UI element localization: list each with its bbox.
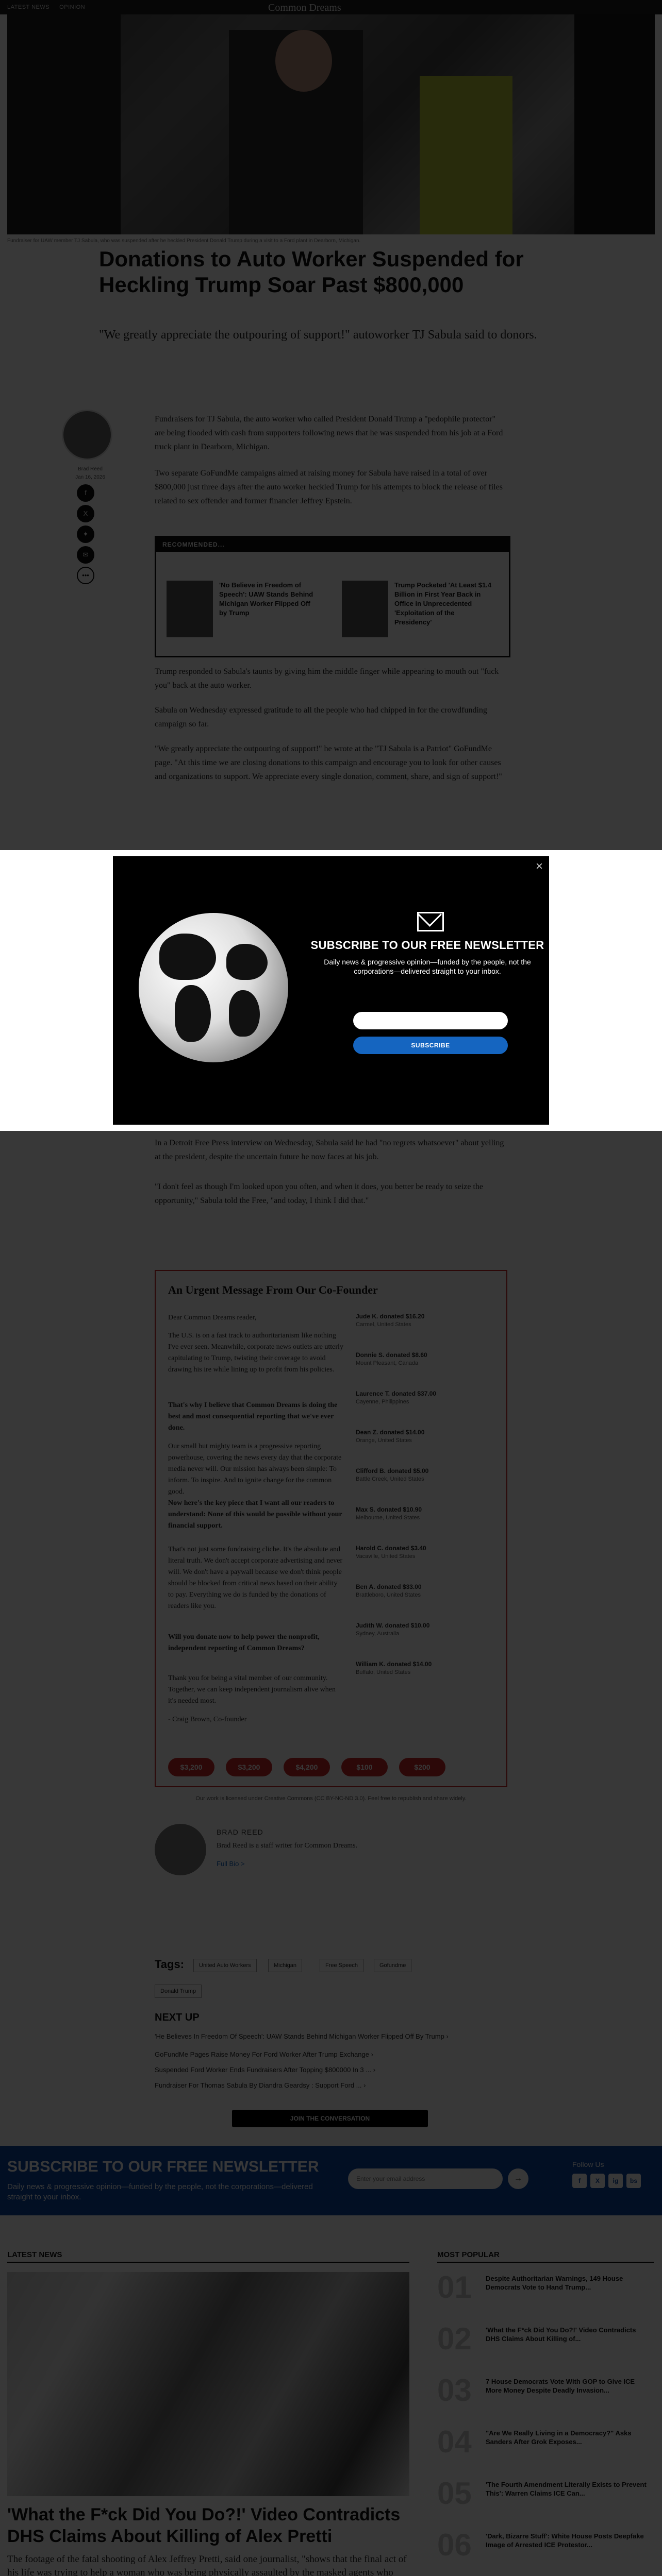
modal-email-input[interactable] (353, 1012, 508, 1029)
modal-title: SUBSCRIBE TO OUR FREE NEWSLETTER (310, 939, 544, 952)
modal-desc: Daily news & progressive opinion—funded by the people, not the corporations—delivered straight to your inbox. (324, 958, 531, 975)
modal-overlay[interactable] (0, 0, 662, 850)
subscribe-button[interactable]: SUBSCRIBE (353, 1037, 508, 1054)
envelope-icon (417, 912, 444, 931)
globe-icon (139, 913, 288, 1062)
newsletter-modal (113, 856, 549, 1125)
close-icon[interactable]: × (535, 859, 543, 873)
modal-overlay[interactable] (0, 1131, 662, 2576)
